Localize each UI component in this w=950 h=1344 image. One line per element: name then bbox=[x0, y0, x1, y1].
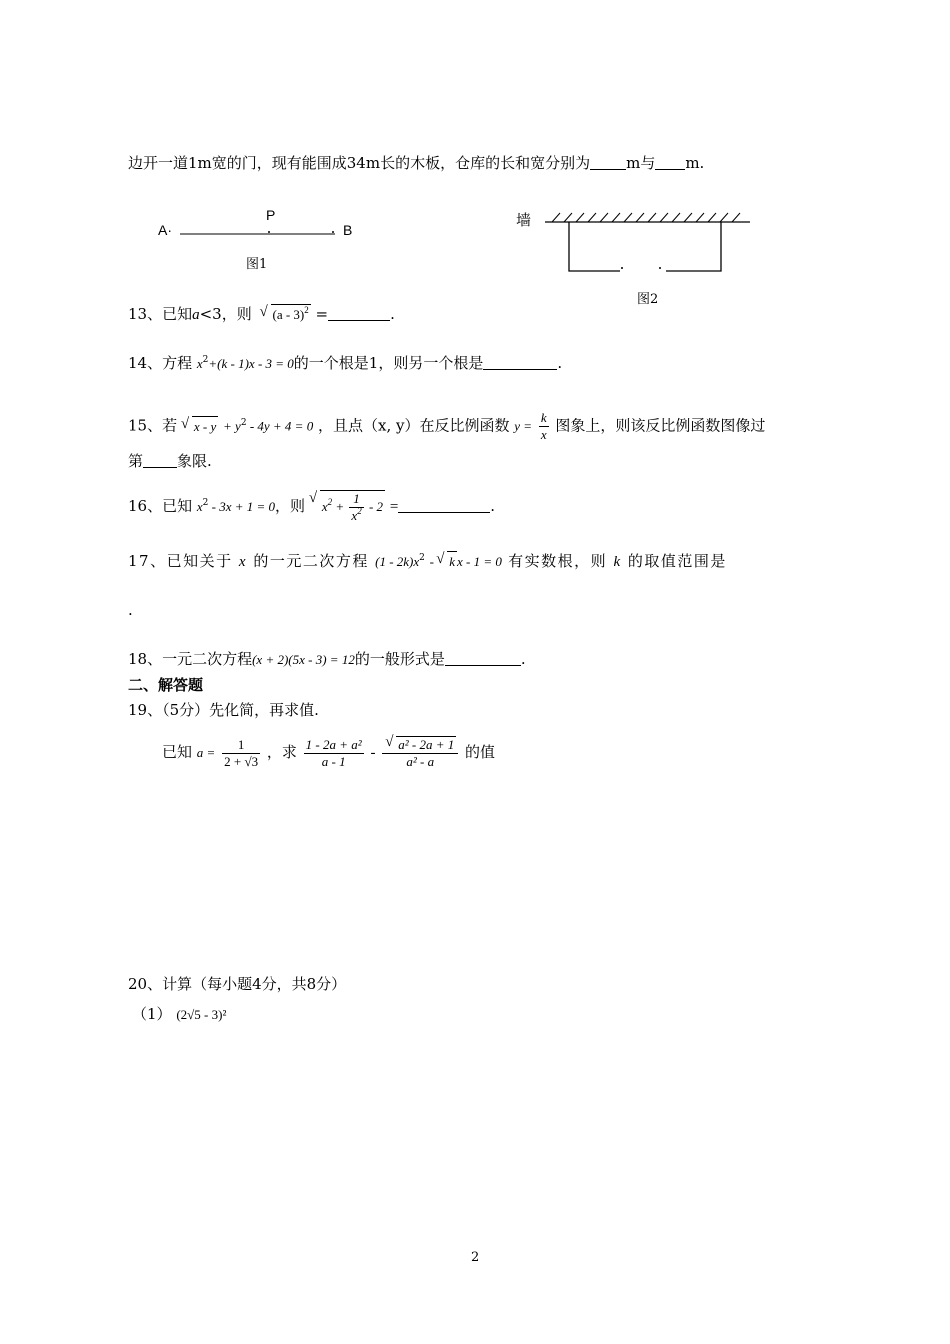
fig2-caption: 图2 bbox=[637, 292, 659, 307]
q17-end: . bbox=[128, 601, 133, 619]
q12-continuation: 边开一道1m宽的门，现有能围成34m长的木板，仓库的长和宽分别为 m与 m. bbox=[128, 154, 705, 172]
fig1-point-b: B bbox=[343, 222, 353, 238]
q19-heading: 19、（5分）先化简，再求值. bbox=[128, 701, 319, 719]
q15-radical: √ x - y bbox=[192, 416, 218, 437]
q20-expression: (2√5 - 3)² bbox=[176, 1007, 227, 1022]
q16: 16、已知 $x^2 - 3x + 1 = 0$，则 √ $x^2$ + $\frac{1}{x^2}$ - 2 = . bbox=[128, 490, 495, 525]
q17: 17、已知关于 x 的一元二次方程 $(1 - 2k)x^2$ - √ k x - 1 = 0 有实数根，则 k 的取值范围是 bbox=[128, 551, 727, 574]
q14: 14、方程 $x^2+(k - 1)x - 3 = 0$的一个根是1，则另一个根是 . bbox=[128, 354, 563, 372]
q13-radical: √ (a - 3)$^2$ bbox=[271, 304, 311, 326]
answer-blank bbox=[398, 498, 490, 513]
fig1-point-a: A· bbox=[158, 222, 172, 238]
answer-blank bbox=[655, 155, 685, 170]
fig1-point-p: P bbox=[266, 207, 276, 223]
section-heading: 二、解答题 bbox=[128, 676, 204, 694]
fig2-wall-label: 墙 bbox=[516, 211, 532, 229]
q19-fraction-1: $\frac{\text{1 - 2a + a²}}{a - 1}$ bbox=[305, 736, 362, 769]
fig2-diagram bbox=[540, 208, 755, 278]
q20-part1: （1） (2√5 - 3)² bbox=[132, 1005, 227, 1023]
q19-expression: 已知 a = $\frac{1}{2 + √3}$ ，求 $\frac{\text{1 - 2a + a²}}{a - 1}$ - √ $\frac{\text{a² - 2a + 1}}{\text{a² - a}}$ 的值 bbox=[162, 736, 495, 770]
q13: 13、已知a<3，则 √ (a - 3)$^2$ = . bbox=[128, 304, 395, 326]
q15-line2: 第 象限. bbox=[128, 452, 212, 470]
q15: 15、若 √ $x - y + y^2 - 4y + 4 = 0$ ，且点（x, y）在反比例函数 y = $\frac{k}{x}$ 图象上，则该反比例函数图像过 bbox=[128, 410, 765, 443]
q19-fraction-a: $\frac{1}{2 + √3}$ bbox=[224, 736, 259, 769]
answer-blank bbox=[328, 306, 390, 321]
answer-blank bbox=[143, 453, 177, 468]
q15-fraction: $\frac{k}{x}$ bbox=[540, 410, 547, 442]
q16-radical: √ $x^2$ + $\frac{1}{x^2}$ - 2 bbox=[320, 490, 385, 525]
q18: 18、一元二次方程(x + 2)(5x - 3) = 12的一般形式是 . bbox=[128, 650, 526, 668]
fig1-segment bbox=[170, 225, 345, 239]
page-number: 2 bbox=[471, 1250, 480, 1265]
q19-fraction-2: √ $\frac{\text{a² - 2a + 1}}{\text{a² - a}}$ bbox=[382, 736, 458, 770]
answer-blank bbox=[590, 155, 626, 170]
fig1-caption: 图1 bbox=[246, 257, 268, 272]
q20-heading: 20、计算（每小题4分，共8分） bbox=[128, 975, 347, 993]
answer-blank bbox=[483, 355, 557, 370]
answer-blank bbox=[445, 651, 521, 666]
